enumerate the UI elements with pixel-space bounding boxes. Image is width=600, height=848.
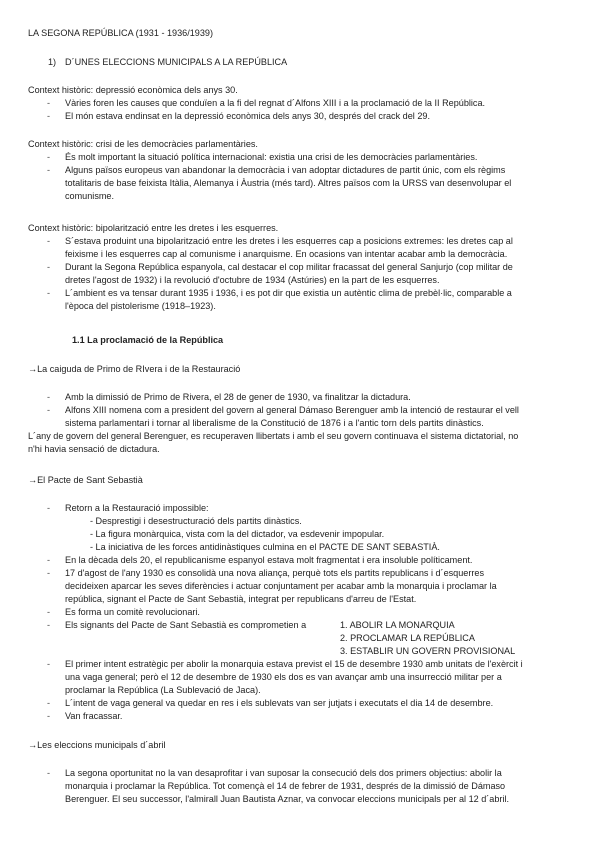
list-item-line: comunisme. bbox=[65, 191, 115, 201]
bullet-dash: - bbox=[47, 98, 51, 108]
bullet-dash: - bbox=[47, 111, 51, 121]
list-item-line: una vaga general; però el 12 de desembre de 1930 els dos es van avançar amb una insurrecció militar per a bbox=[65, 672, 502, 682]
list-item: El primer intent estratègic per abolir la monarquia estava previst el 15 de desembre 1930 amb unitats de l'exèrcit i bbox=[65, 659, 523, 669]
list-item: L´ambient es va tensar durant 1935 i 1936, i es pot dir que existia un autèntic clima de prebèl·lic, comparable a bbox=[65, 288, 512, 298]
bullet-dash: - bbox=[47, 620, 51, 630]
sub-item: - Desprestigi i desestructuració dels partits dinàstics. bbox=[90, 516, 302, 526]
context-heading: Context històric: bipolarització entre les dretes i les esquerres. bbox=[28, 223, 279, 233]
list-item: Alguns països europeus van abandonar la democràcia i van adoptar dictadures de partit únic, com els règims bbox=[65, 165, 506, 175]
list-item-line: proclamar la República (La Sublevació de Jaca). bbox=[65, 685, 261, 695]
list-item-line: república, signant el Pacte de Sant Sebastià, integrat per republicans d'arreu de l'Estat. bbox=[65, 594, 417, 604]
paragraph-line: n'hi havia sensació de dictadura. bbox=[28, 444, 160, 454]
objective-item: 1. ABOLIR LA MONARQUIA bbox=[340, 620, 455, 630]
document-title: LA SEGONA REPÚBLICA (1931 - 1936/1939) bbox=[28, 28, 214, 38]
list-item: Durant la Segona República espanyola, cal destacar el cop militar fracassat del general Sanjurjo (cop militar de bbox=[65, 262, 513, 272]
context-heading: Context històric: depressió econòmica dels anys 30. bbox=[28, 85, 238, 95]
list-item: S´estava produint una bipolarització entre les dretes i les esquerres cap a posicions extremes: les dretes cap al bbox=[65, 236, 513, 246]
topic-heading: →La caiguda de Primo de RIvera i de la Restauració bbox=[28, 364, 241, 374]
bullet-dash: - bbox=[47, 768, 51, 778]
topic-heading: →El Pacte de Sant Sebastià bbox=[28, 475, 143, 485]
list-item-line: Berenguer. El seu successor, l'almirall Juan Bautista Aznar, va convocar eleccions municipals per al 12 d´abril. bbox=[65, 794, 510, 804]
paragraph-line: L´any de govern del general Berenguer, es recuperaven llibertats i amb el seu govern continuava el sistema dictatorial, no bbox=[28, 431, 519, 441]
list-item: 17 d'agost de l'any 1930 es consolidà una nova aliança, perquè tots els partits republicans i d´esquerres bbox=[65, 568, 485, 578]
list-item-line: dretes l'agost de 1932) i la revolució d'octubre de 1934 (Astúries) en la part de les esquerres. bbox=[65, 275, 440, 285]
sub-item: - La figura monàrquica, vista com la del dictador, va esdevenir impopular. bbox=[90, 529, 385, 539]
list-item-line: totalitaris de base feixista Itàlia, Alemanya i Àustria (més tard). Altres països com la URSS van desenvolupar el bbox=[65, 178, 512, 188]
objective-item: 3. ESTABLIR UN GOVERN PROVISIONAL bbox=[340, 646, 516, 656]
context-heading: Context històric: crisi de les democràcies parlamentàries. bbox=[28, 139, 258, 149]
section-title: D´UNES ELECCIONS MUNICIPALS A LA REPÚBLICA bbox=[65, 57, 288, 67]
bullet-dash: - bbox=[47, 392, 51, 402]
bullet-dash: - bbox=[47, 262, 51, 272]
list-item: Retorn a la Restauració impossible: bbox=[65, 503, 209, 513]
section-number: 1) bbox=[48, 57, 57, 67]
objective-item: 2. PROCLAMAR LA REPÚBLICA bbox=[340, 633, 475, 643]
bullet-dash: - bbox=[47, 555, 51, 565]
sub-item: - La iniciativa de les forces antidinàstiques culmina en el PACTE DE SANT SEBASTIÀ. bbox=[90, 542, 440, 552]
bullet-dash: - bbox=[47, 236, 51, 246]
list-item-line: monarquia i proclamar la República. Tot començà el 14 de febrer de 1931, després de la dimissió de Dámaso bbox=[65, 781, 506, 791]
bullet-dash: - bbox=[47, 405, 51, 415]
list-item: El món estava endinsat en la depressió econòmica dels anys 30, després del crack del 29. bbox=[65, 111, 430, 121]
bullet-dash: - bbox=[47, 607, 51, 617]
list-item: Vàries foren les causes que conduïen a la fi del regnat d´Alfons XIII i a la proclamació de la II República. bbox=[65, 98, 486, 108]
list-item-line: l'època del pistolerisme (1918–1923). bbox=[65, 301, 216, 311]
list-item: Van fracassar. bbox=[65, 711, 123, 721]
bullet-dash: - bbox=[47, 711, 51, 721]
bullet-dash: - bbox=[47, 288, 51, 298]
bullet-dash: - bbox=[47, 165, 51, 175]
list-item: L´intent de vaga general va quedar en res i els sublevats van ser jutjats i executats el dia 14 de desembre. bbox=[65, 698, 494, 708]
list-item: Es forma un comitè revolucionari. bbox=[65, 607, 200, 617]
subsection-title: 1.1 La proclamació de la República bbox=[72, 335, 224, 345]
bullet-dash: - bbox=[47, 503, 51, 513]
list-item: En la dècada dels 20, el republicanisme espanyol estava molt fragmentat i era insoluble políticament. bbox=[65, 555, 473, 565]
bullet-dash: - bbox=[47, 152, 51, 162]
bullet-dash: - bbox=[47, 698, 51, 708]
list-item-line: sistema parlamentari i tornar al liberalisme de la Constitució de 1876 i a l'antic torn dels partits dinàstics. bbox=[65, 418, 484, 428]
list-item: La segona oportunitat no la van desaprofitar i van suposar la consecució dels dos primers objectius: abolir la bbox=[65, 768, 502, 778]
bullet-dash: - bbox=[47, 659, 51, 669]
topic-heading: →Les eleccions municipals d´abril bbox=[28, 740, 166, 750]
list-item: És molt important la situació política internacional: existia una crisi de les democràcies parlamentàries. bbox=[65, 152, 478, 162]
list-item: Alfons XIII nomena com a president del govern al general Dámaso Berenguer amb la intenció de restaurar el vell bbox=[65, 405, 519, 415]
list-item-line: feixisme i les esquerres cap al comunisme i anarquisme. En ocasions van intentar acabar amb la democràcia. bbox=[65, 249, 508, 259]
list-item-line: decideixen aparcar les seves diferències i actuar conjuntament per acabar amb la monarquia i proclamar la bbox=[65, 581, 497, 591]
list-item: Els signants del Pacte de Sant Sebastià es comprometien a bbox=[65, 620, 307, 630]
bullet-dash: - bbox=[47, 568, 51, 578]
list-item: Amb la dimissió de Primo de Rivera, el 28 de gener de 1930, va finalitzar la dictadura. bbox=[65, 392, 411, 402]
